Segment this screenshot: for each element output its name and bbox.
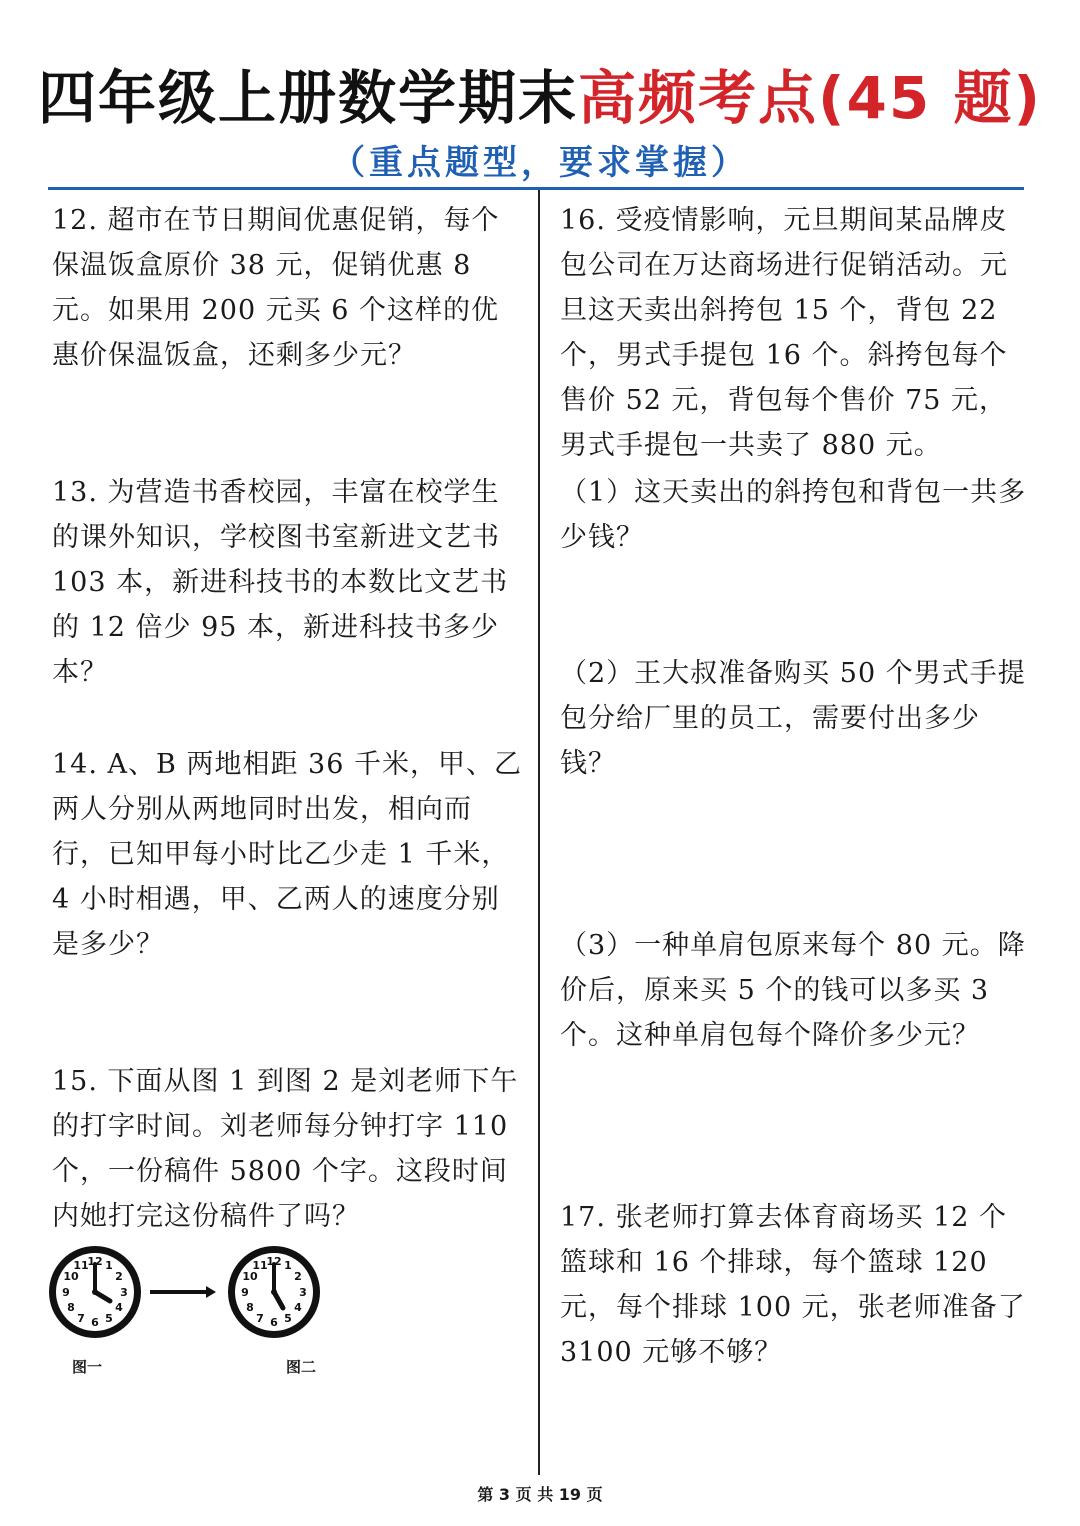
column-divider <box>538 190 540 1475</box>
svg-text:7: 7 <box>77 1312 85 1325</box>
svg-text:10: 10 <box>63 1270 79 1283</box>
svg-text:2: 2 <box>115 1270 123 1283</box>
svg-text:1: 1 <box>284 1259 292 1272</box>
svg-text:8: 8 <box>67 1301 75 1314</box>
clock-icon <box>228 1246 320 1338</box>
title-highlight: 高频考点(45 题) <box>578 64 1042 132</box>
header-divider <box>48 187 1024 190</box>
question-16-part-3: （3）一种单肩包原来每个 80 元。降价后，原来买 5 个的钱可以多买 3 个。这种单肩包每个降价多少元？ <box>560 930 1026 1051</box>
svg-text:9: 9 <box>241 1286 249 1299</box>
question-15: 15. 下面从图 1 到图 2 是刘老师下午的打字时间。刘老师每分钟打字 110 个，一份稿件 5800 个字。这段时间内她打完这份稿件了吗？ <box>52 1066 519 1232</box>
svg-text:2: 2 <box>294 1270 302 1283</box>
page-title <box>0 62 1080 134</box>
question-13: 13. 为营造书香校园，丰富在校学生的课外知识，学校图书室新进文艺书 103 本，新进科技书的本数比文艺书的 12 倍少 95 本，新进科技书多少本？ <box>52 477 509 688</box>
svg-text:4: 4 <box>115 1301 123 1314</box>
svg-text:11: 11 <box>252 1259 268 1272</box>
svg-text:6: 6 <box>270 1316 278 1329</box>
svg-text:9: 9 <box>62 1286 70 1299</box>
question-16: 16. 受疫情影响，元旦期间某品牌皮包公司在万达商场进行促销活动。元旦这天卖出斜挎包 15 个，背包 22 个，男式手提包 16 个。斜挎包每个售价 52 元，背包每个售价 75 元，男式手提包一共卖了 880 元。 <box>560 205 1008 461</box>
question-16-part-1: （1）这天卖出的斜挎包和背包一共多少钱？ <box>560 477 1027 553</box>
question-14: 14. A、B 两地相距 36 千米，甲、乙两人分别从两地同时出发，相向而行，已知甲每小时比乙少走 1 千米，4 小时相遇，甲、乙两人的速度分别是多少？ <box>52 749 522 960</box>
svg-text:1: 1 <box>105 1259 113 1272</box>
question-12: 12. 超市在节日期间优惠促销，每个保温饭盒原价 38 元，促销优惠 8 元。如果用 200 元买 6 个这样的优惠价保温饭盒，还剩多少元？ <box>52 205 500 371</box>
clock-label-1: 图一 <box>72 1358 103 1376</box>
question-16-part-2: （2）王大叔准备购买 50 个男式手提包分给厂里的员工，需要付出多少钱？ <box>560 658 1026 779</box>
svg-text:5: 5 <box>105 1312 113 1325</box>
svg-text:12: 12 <box>87 1255 103 1268</box>
svg-text:5: 5 <box>284 1312 292 1325</box>
clock-label-2: 图二 <box>286 1358 317 1376</box>
page-number: 第 3 页 共 19 页 <box>477 1485 603 1504</box>
question-17: 17. 张老师打算去体育商场买 12 个篮球和 16 个排球，每个篮球 120 元，每个排球 100 元，张老师准备了 3100 元够不够？ <box>560 1202 1026 1368</box>
svg-text:8: 8 <box>246 1301 254 1314</box>
svg-text:3: 3 <box>299 1286 307 1299</box>
svg-text:3: 3 <box>120 1286 128 1299</box>
svg-text:11: 11 <box>73 1259 89 1272</box>
svg-text:10: 10 <box>242 1270 258 1283</box>
page-subtitle: （重点题型，要求掌握） <box>331 143 749 183</box>
title-main: 四年级上册数学期末 <box>38 64 579 132</box>
svg-text:4: 4 <box>294 1301 302 1314</box>
clock-figure <box>48 1240 328 1344</box>
svg-text:6: 6 <box>91 1316 99 1329</box>
svg-text:12: 12 <box>266 1255 282 1268</box>
svg-text:7: 7 <box>256 1312 264 1325</box>
clock-icon <box>49 1246 141 1338</box>
